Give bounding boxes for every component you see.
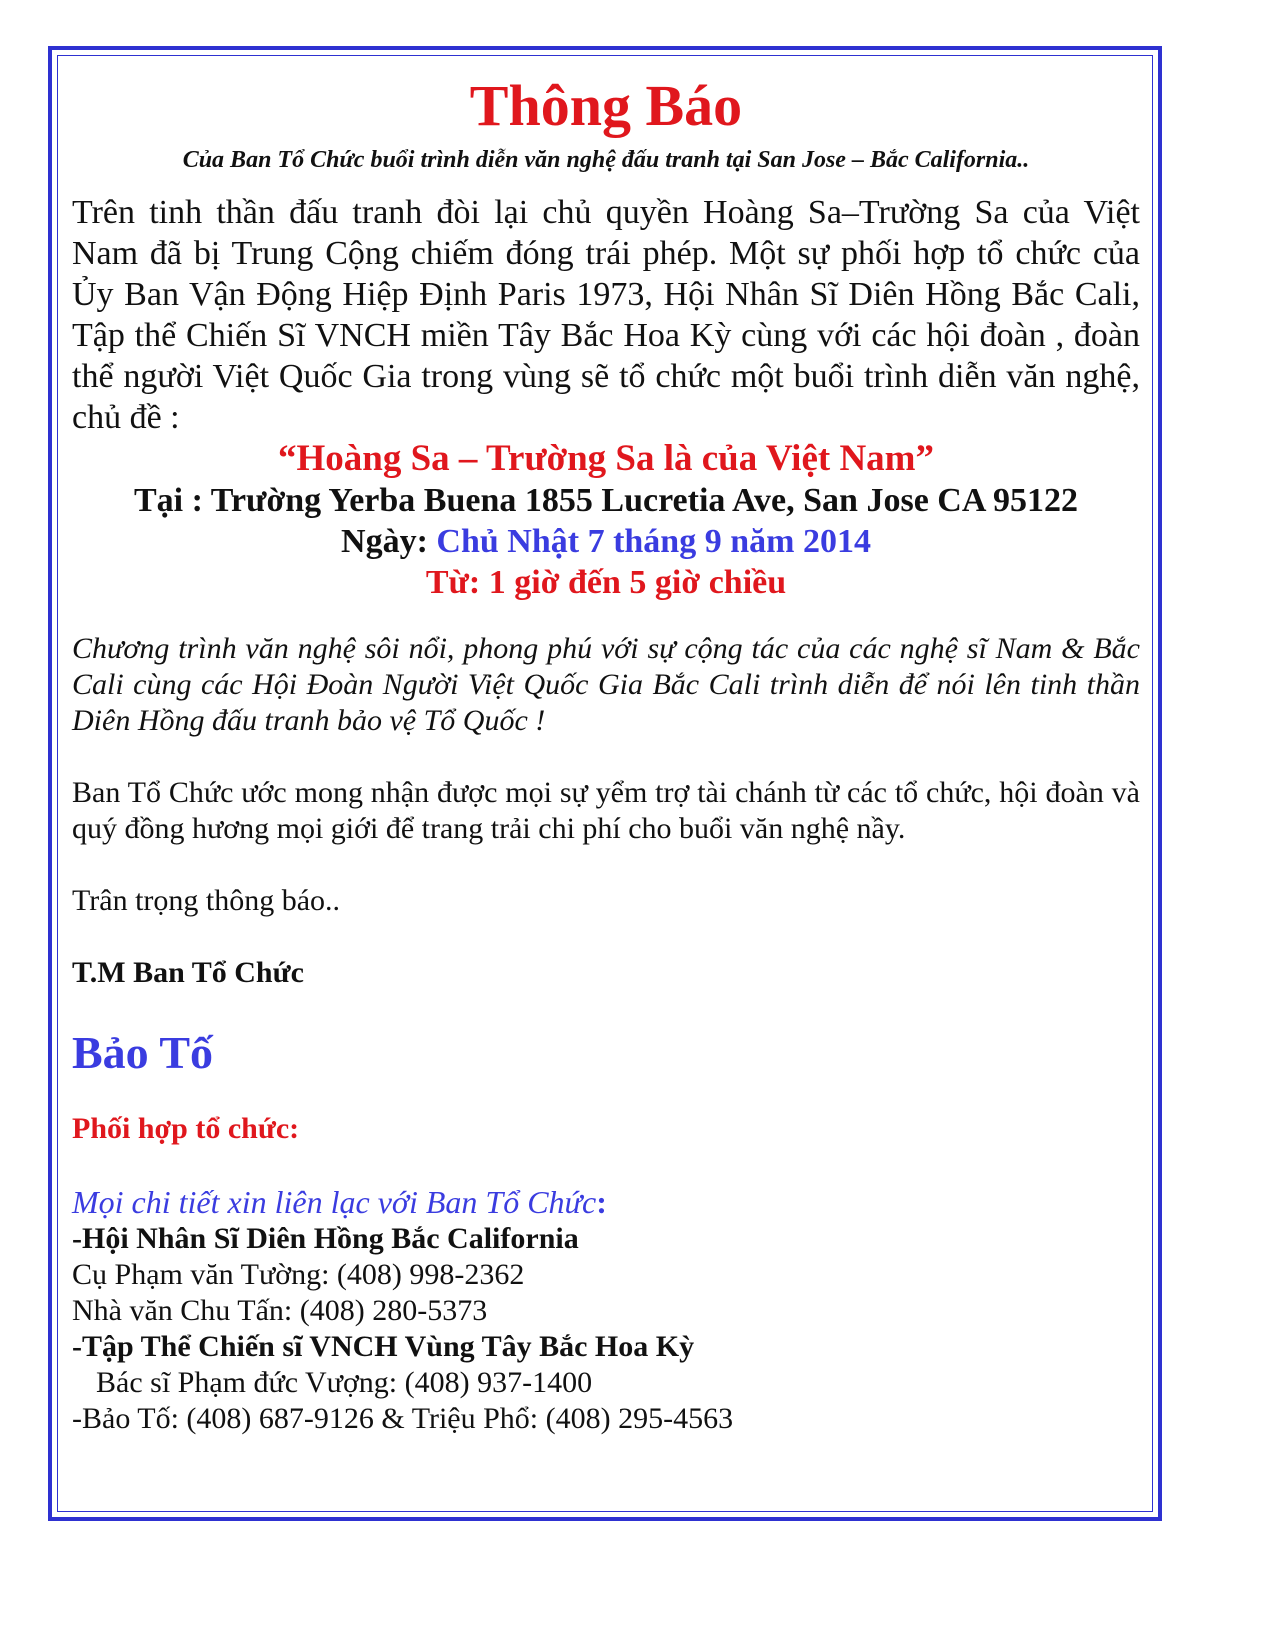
contact-person-1: Cụ Phạm văn Tường: (408) 998-2362 xyxy=(72,1258,525,1291)
subtitle: Của Ban Tổ Chức buổi trình diễn văn nghệ đấu tranh tại San Jose – Bắc California.. xyxy=(182,147,1030,173)
closing-line: Trân trọng thông báo.. xyxy=(72,884,341,917)
date-label: Ngày: xyxy=(341,523,428,560)
event-date xyxy=(72,521,1140,562)
contact-heading xyxy=(72,1183,1140,1221)
date-value: Chủ Nhật 7 tháng 9 năm 2014 xyxy=(436,523,871,560)
contact-heading-text: Mọi chi tiết xin liên lạc với Ban Tổ Chức xyxy=(72,1184,597,1220)
contact-person-4: -Bảo Tố: (408) 687-9126 & Triệu Phổ: (408) 295-4563 xyxy=(72,1402,734,1435)
intro-paragraph: Trên tinh thần đấu tranh đòi lại chủ quyền Hoàng Sa–Trường Sa của Việt Nam đã bị Trung Cộng chiếm đóng trái phép. Một sự phối hợp tổ chức của Ủy Ban Vận Động Hiệp Định Paris 1973, Hội Nhân Sĩ Diên Hồng Bắc Cali, Tập thể Chiến Sĩ VNCH miền Tây Bắc Hoa Kỳ cùng với các hội đoàn , đoàn thể người Việt Quốc Gia trong vùng sẽ tổ chức một buổi trình diễn văn nghệ, chủ đề : xyxy=(72,194,1140,436)
event-time: Từ: 1 giờ đến 5 giờ chiều xyxy=(425,564,787,601)
support-paragraph: Ban Tổ Chức ước mong nhận được mọi sự yểm trợ tài chánh từ các tổ chức, hội đoàn và quý đồng hương mọi giới để trang trải chi phí cho buổi văn nghệ nầy. xyxy=(72,776,1140,845)
contact-heading-colon: : xyxy=(596,1184,607,1220)
contact-org-2: -Tập Thể Chiến sĩ VNCH Vùng Tây Bắc Hoa Kỳ xyxy=(72,1330,695,1363)
signer-name: Bảo Tố xyxy=(72,1027,214,1078)
contact-person-3: Bác sĩ Phạm đức Vượng: (408) 937-1400 xyxy=(96,1366,593,1399)
announcement xyxy=(72,70,1140,1437)
event-slogan: “Hoàng Sa – Trường Sa là của Việt Nam” xyxy=(278,438,934,479)
coordination-label: Phối hợp tổ chức: xyxy=(72,1112,300,1145)
event-venue: Tại : Trường Yerba Buena 1855 Lucretia Ave, San Jose CA 95122 xyxy=(133,482,1079,519)
contact-person-2: Nhà văn Chu Tấn: (408) 280-5373 xyxy=(72,1294,488,1327)
contact-org-1: -Hội Nhân Sĩ Diên Hồng Bắc California xyxy=(72,1222,579,1255)
program-paragraph: Chương trình văn nghệ sôi nổi, phong phú với sự cộng tác của các nghệ sĩ Nam & Bắc Cali cùng các Hội Đoàn Người Việt Quốc Gia Bắc Cali trình diễn để nói lên tinh thần Diên Hồng đấu tranh bảo vệ Tổ Quốc ! xyxy=(72,632,1140,737)
signer-title: T.M Ban Tổ Chức xyxy=(72,956,304,989)
page-title: Thông Báo xyxy=(469,73,743,138)
